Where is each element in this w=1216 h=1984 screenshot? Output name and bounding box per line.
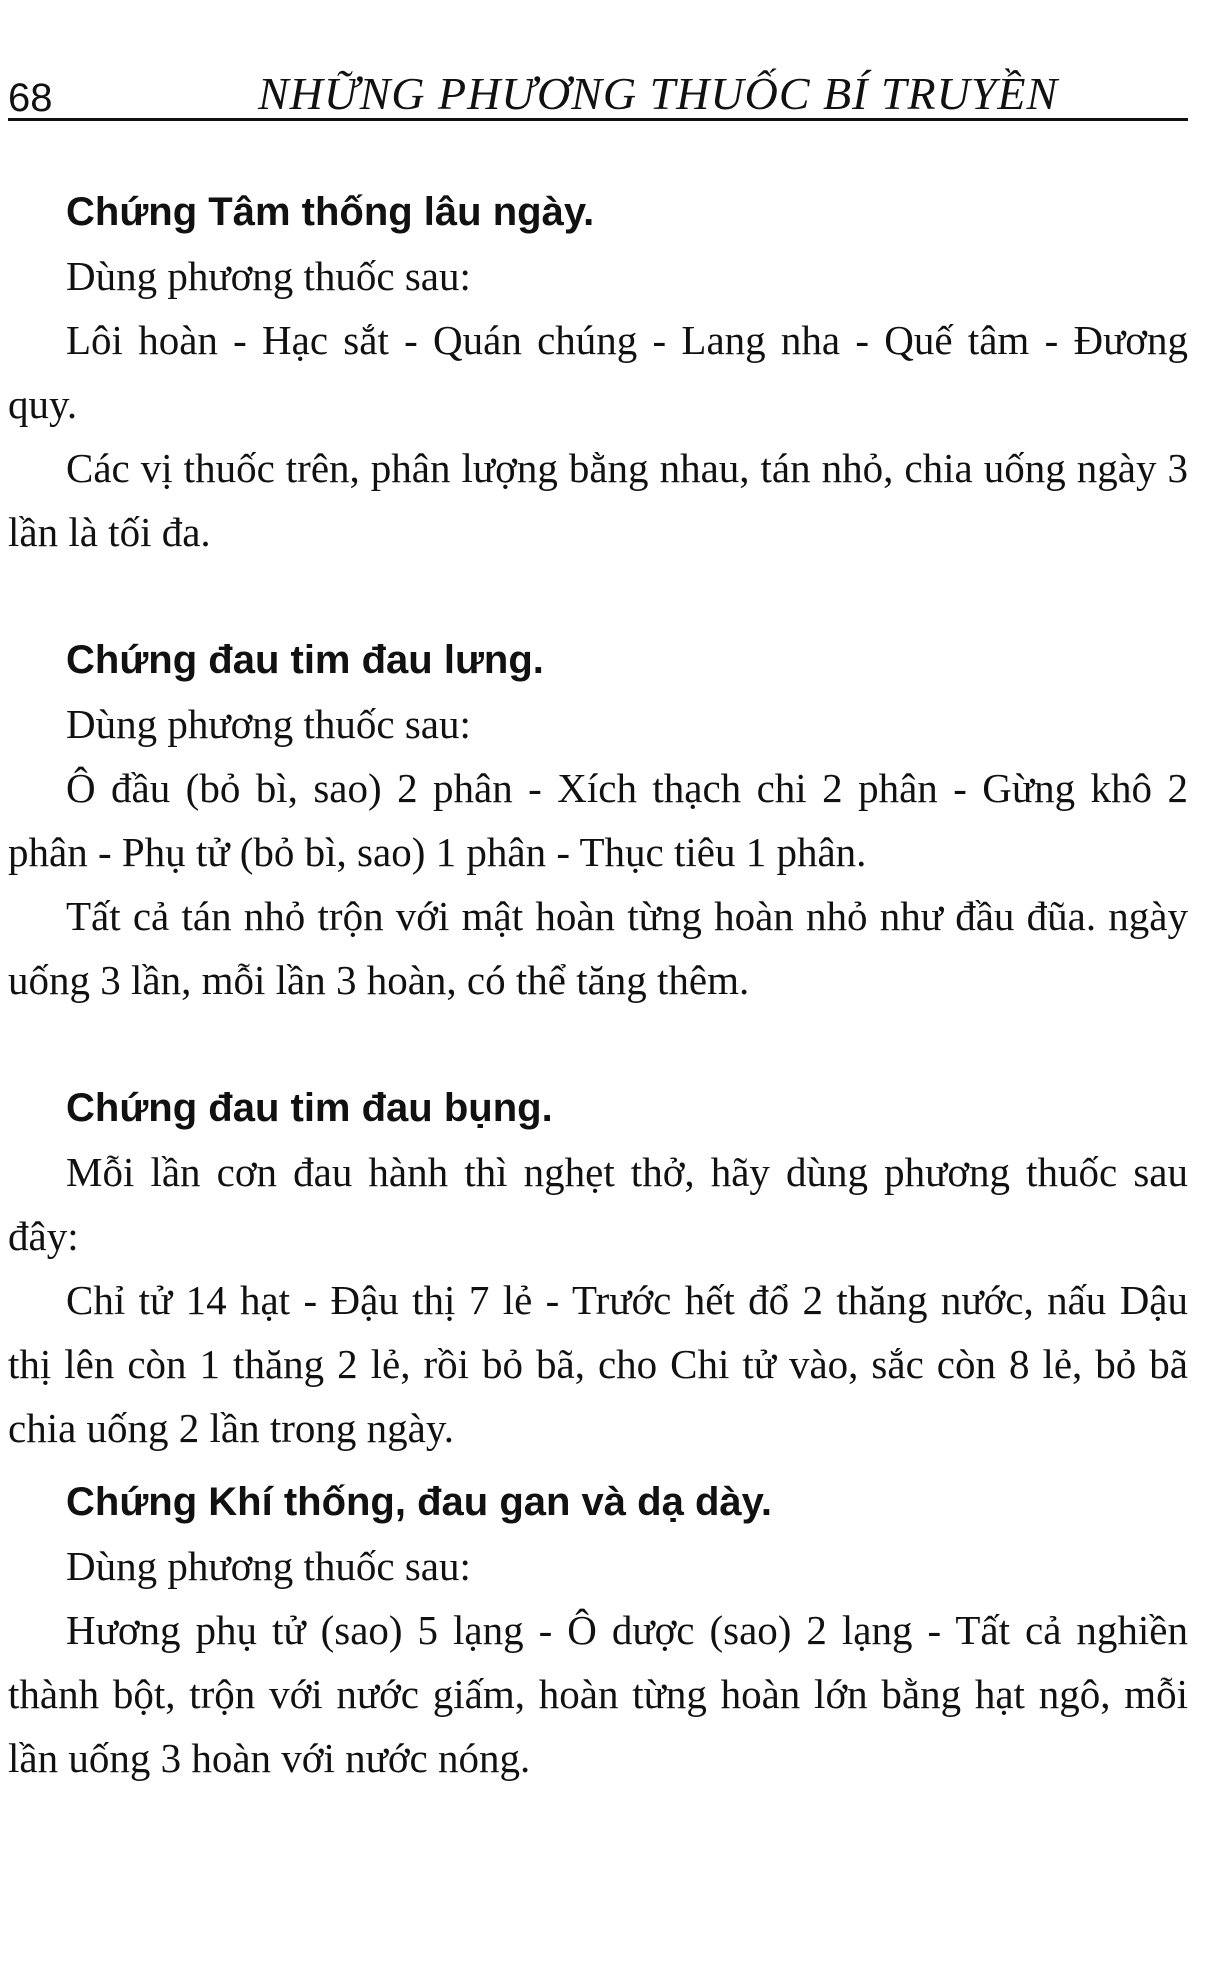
paragraph: Các vị thuốc trên, phân lượng bằng nhau, tán nhỏ, chia uống ngày 3 lần là tối đa.	[8, 445, 1188, 555]
section-tam-thong	[8, 180, 1188, 564]
section-dau-tim-dau-lung	[8, 628, 1188, 1012]
section-heading: Chứng Tâm thống lâu ngày.	[66, 190, 595, 234]
page-content	[8, 180, 1188, 1854]
paragraph: Dùng phương thuốc sau:	[66, 701, 471, 747]
paragraph: Mỗi lần cơn đau hành thì nghẹt thở, hãy dùng phương thuốc sau đây:	[8, 1149, 1188, 1259]
section-heading: Chứng đau tim đau bụng.	[66, 1086, 553, 1130]
paragraph: Ô đầu (bỏ bì, sao) 2 phân - Xích thạch chi 2 phân - Gừng khô 2 phân - Phụ tử (bỏ bì, sao) 1 phân - Thục tiêu 1 phân.	[8, 765, 1188, 875]
section-heading: Chứng đau tim đau lưng.	[66, 638, 544, 682]
section-khi-thong	[8, 1470, 1188, 1790]
book-title: NHỮNG PHƯƠNG THUỐC BÍ TRUYỀN	[258, 68, 1059, 119]
running-header	[8, 48, 1188, 121]
paragraph: Lôi hoàn - Hạc sắt - Quán chúng - Lang nha - Quế tâm - Đương quy.	[8, 317, 1188, 427]
paragraph: Tất cả tán nhỏ trộn với mật hoàn từng hoàn nhỏ như đầu đũa. ngày uống 3 lần, mỗi lần 3 hoàn, có thể tăng thêm.	[8, 893, 1188, 1003]
paragraph: Dùng phương thuốc sau:	[66, 1543, 471, 1589]
paragraph: Dùng phương thuốc sau:	[66, 253, 471, 299]
paragraph: Chỉ tử 14 hạt - Đậu thị 7 lẻ - Trước hết đổ 2 thăng nước, nấu Dậu thị lên còn 1 thăng 2 lẻ, rồi bỏ bã, cho Chi tử vào, sắc còn 8 lẻ, bỏ bã chia uống 2 lần trong ngày.	[8, 1277, 1188, 1451]
paragraph: Hương phụ tử (sao) 5 lạng - Ô dược (sao) 2 lạng - Tất cả nghiền thành bột, trộn với nước giấm, hoàn từng hoàn lớn bằng hạt ngô, mỗi lần uống 3 hoàn với nước nóng.	[8, 1607, 1188, 1781]
section-dau-tim-dau-bung	[8, 1076, 1188, 1460]
page-number: 68	[8, 76, 53, 120]
section-heading: Chứng Khí thống, đau gan và dạ dày.	[66, 1480, 773, 1524]
